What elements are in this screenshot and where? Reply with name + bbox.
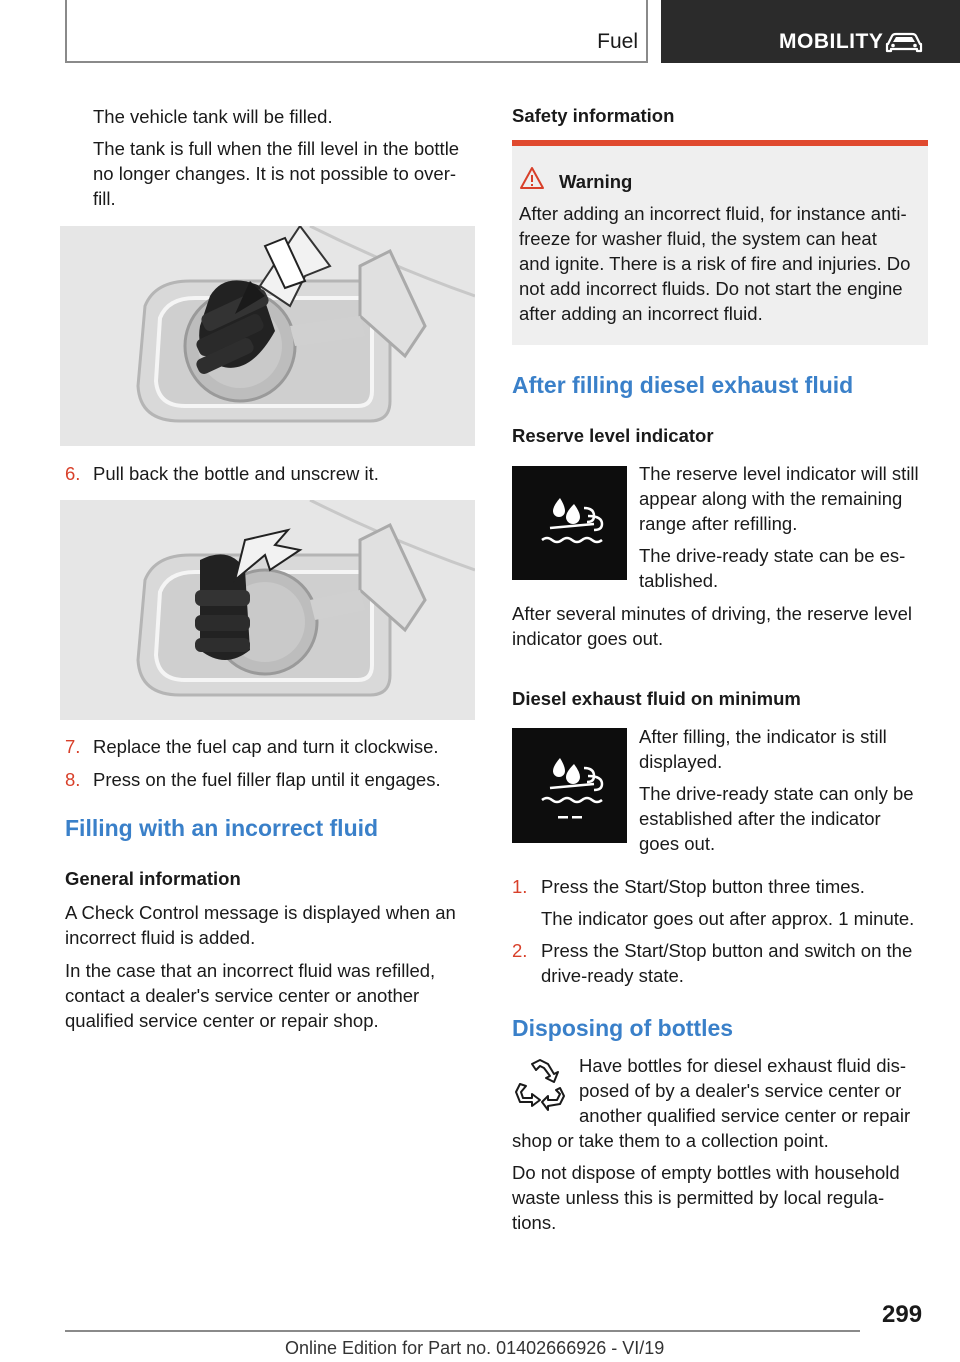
header-section-box bbox=[65, 0, 648, 63]
disposing-text-1: Have bottles for diesel exhaust fluid dis- posed of by a dealer's service center or another qualified service center or repair bbox=[579, 1055, 911, 1126]
general-text-2: In the case that an incorrect fluid was refilled, contact a dealer's service center or another qualified service center or repair shop. bbox=[65, 960, 436, 1031]
intro-text-2: The tank is full when the fill level in the bottle no longer changes. It is not possible to over- fill. bbox=[93, 138, 460, 209]
minimum-text-2: The drive-ready state can only be established after the indicator goes out. bbox=[639, 783, 914, 854]
step-7: 7. bbox=[65, 736, 81, 757]
photo-bottle-inserted bbox=[60, 226, 475, 446]
recycling-icon bbox=[512, 1058, 568, 1112]
heading-reserve-level: Reserve level indicator bbox=[512, 425, 714, 446]
disposing-text-2: Do not dispose of empty bottles with household waste unless this is permitted by local regula- tions. bbox=[512, 1162, 900, 1233]
right-step-2-text: Press the Start/Stop button and switch on the drive-ready state. bbox=[541, 940, 913, 986]
warning-triangle-icon bbox=[519, 166, 545, 190]
header-chapter-title: MOBILITY bbox=[779, 30, 884, 53]
right-step-1-text: Press the Start/Stop button three times. bbox=[541, 876, 865, 897]
reserve-text-1: The reserve level indicator will still appear along with the remaining range after refilling. bbox=[639, 463, 919, 534]
page-number: 299 bbox=[882, 1301, 923, 1328]
step-6: 6. bbox=[65, 463, 81, 484]
footer-edition: Online Edition for Part no. 01402666926 - VI/19 bbox=[285, 1338, 665, 1358]
def-minimum-indicator-icon bbox=[512, 728, 627, 843]
right-step-1-sub: The indicator goes out after approx. 1 minute. bbox=[541, 908, 915, 929]
def-reserve-indicator-icon bbox=[512, 466, 627, 580]
footer-rule bbox=[65, 1330, 860, 1332]
general-text-1: A Check Control message is displayed when an incorrect fluid is added. bbox=[65, 902, 456, 948]
photo-bottle-removed bbox=[60, 500, 475, 720]
right-step-2: 2. bbox=[512, 940, 528, 961]
heading-general-information: General information bbox=[65, 868, 241, 889]
heading-def-minimum: Diesel exhaust fluid on minimum bbox=[512, 688, 801, 709]
disposing-text-1-end: shop or take them to a collection point. bbox=[512, 1130, 829, 1151]
heading-safety-information: Safety information bbox=[512, 105, 675, 126]
step-8-text: Press on the fuel filler flap until it engages. bbox=[93, 769, 441, 790]
step-6-text: Pull back the bottle and unscrew it. bbox=[93, 463, 379, 484]
step-8: 8. bbox=[65, 769, 81, 790]
reserve-text-3: After several minutes of driving, the reserve level indicator goes out. bbox=[512, 603, 912, 649]
car-icon bbox=[884, 30, 924, 54]
heading-after-filling: After filling diesel exhaust fluid bbox=[512, 372, 854, 398]
warning-title: Warning bbox=[559, 171, 633, 192]
intro-text-1: The vehicle tank will be filled. bbox=[93, 106, 333, 127]
heading-disposing-bottles: Disposing of bottles bbox=[512, 1015, 734, 1041]
heading-incorrect-fluid: Filling with an incorrect fluid bbox=[65, 815, 379, 841]
header-section-title: Fuel bbox=[597, 30, 638, 53]
step-7-text: Replace the fuel cap and turn it clockwise. bbox=[93, 736, 439, 757]
right-step-1: 1. bbox=[512, 876, 528, 897]
reserve-text-2: The drive-ready state can be es- tablished. bbox=[639, 545, 906, 591]
minimum-text-1: After filling, the indicator is still displayed. bbox=[639, 726, 887, 772]
warning-text: After adding an incorrect fluid, for instance anti- freeze for washer fluid, the system can heat and ignite. There is a risk of fire and injuries. Do not add incorrect fluids. Do not start the engine after adding an incorrect fluid. bbox=[519, 203, 911, 324]
